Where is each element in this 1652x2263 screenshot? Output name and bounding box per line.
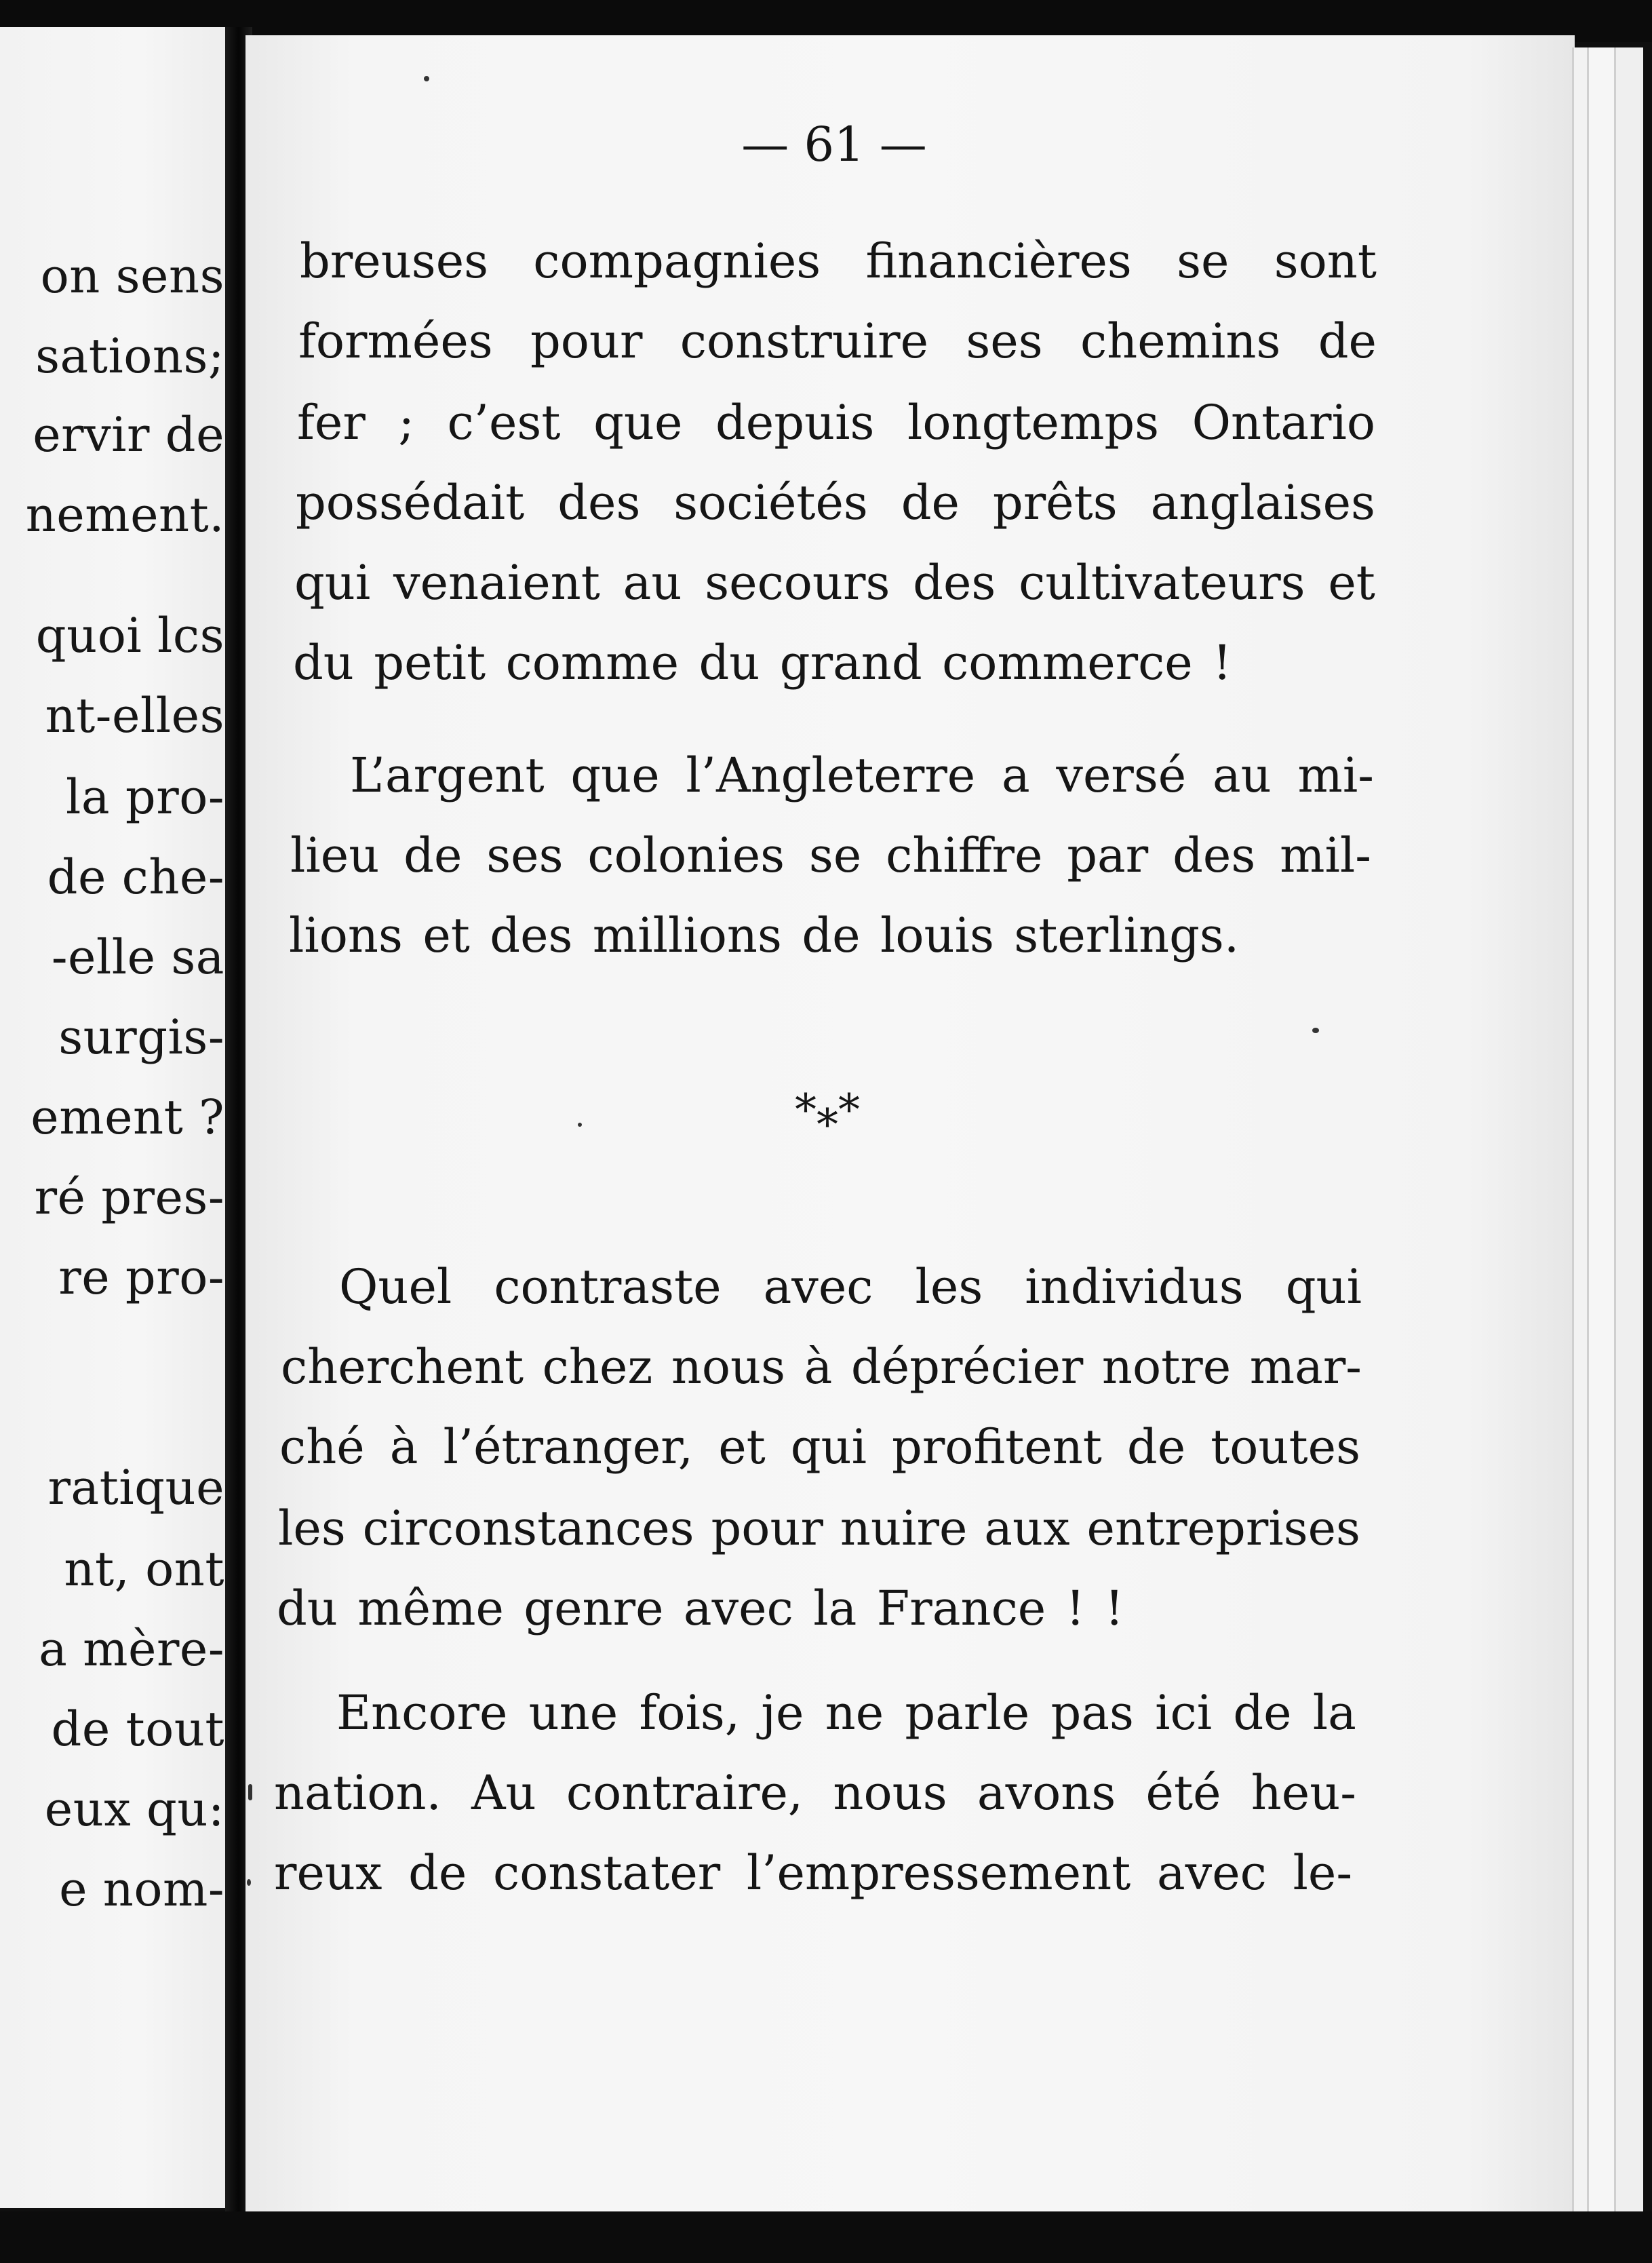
word: la xyxy=(1312,1685,1356,1741)
word: les xyxy=(915,1259,983,1315)
word: se xyxy=(808,828,862,883)
word: France xyxy=(876,1581,1046,1636)
word: été xyxy=(1145,1765,1221,1821)
word: l’empressement xyxy=(746,1845,1131,1901)
word: l’étranger, xyxy=(443,1419,694,1475)
word: comme xyxy=(505,635,680,691)
word: et xyxy=(1328,555,1375,611)
word: du xyxy=(699,635,760,691)
word: a xyxy=(1001,748,1030,803)
word: que xyxy=(593,395,683,450)
word: individus xyxy=(1025,1259,1244,1315)
word: heu- xyxy=(1251,1765,1356,1821)
word: L’argent xyxy=(350,748,545,803)
word: qui xyxy=(790,1419,867,1475)
word: ché xyxy=(279,1419,365,1475)
text-line xyxy=(296,475,1375,530)
text-line xyxy=(300,233,1377,289)
text-line xyxy=(297,395,1375,450)
word: de xyxy=(408,1845,467,1901)
word: cherchent xyxy=(281,1339,524,1395)
text-line xyxy=(290,828,1371,883)
word: les xyxy=(278,1501,346,1556)
word: avec xyxy=(763,1259,873,1315)
left-fragment-line: -elle sa xyxy=(51,929,224,985)
left-fragment-line: re pro- xyxy=(58,1250,224,1305)
word: du xyxy=(293,635,354,691)
left-fragment-line: sations; xyxy=(35,328,224,384)
word: fois, xyxy=(639,1685,741,1741)
word: entreprises xyxy=(1086,1501,1360,1556)
word: à xyxy=(389,1419,418,1475)
word: pour xyxy=(711,1501,823,1556)
section-break-asterism xyxy=(766,1085,888,1150)
scan-speck xyxy=(1312,1028,1319,1033)
left-fragment-line: on sens xyxy=(40,248,224,304)
left-fragment-line: de tout xyxy=(51,1701,224,1757)
left-fragment-line: de che- xyxy=(47,849,224,905)
scan-speck xyxy=(247,1879,251,1886)
word: de xyxy=(404,828,463,883)
facing-page-fragment xyxy=(0,27,234,2208)
word: versé xyxy=(1056,748,1187,803)
page-number: — 61 — xyxy=(741,117,927,172)
word: le- xyxy=(1293,1845,1352,1901)
word: de xyxy=(901,475,960,530)
text-line xyxy=(289,908,1240,963)
word: possédait xyxy=(296,475,525,530)
word: constater xyxy=(492,1845,721,1901)
word: ! xyxy=(1105,1581,1124,1636)
word: sterlings. xyxy=(1014,908,1240,963)
word: nous xyxy=(833,1765,947,1821)
word: que xyxy=(570,748,660,803)
word: profitent xyxy=(892,1419,1102,1475)
scan-speck xyxy=(248,1784,252,1800)
word: sociétés xyxy=(673,475,868,530)
word: formées xyxy=(298,313,493,369)
word: à xyxy=(804,1339,833,1395)
word: nous xyxy=(671,1339,786,1395)
left-fragment-line: ervir de xyxy=(33,407,224,463)
word: ici xyxy=(1155,1685,1213,1741)
word: avec xyxy=(683,1581,793,1636)
word: mil- xyxy=(1280,828,1371,883)
word: l’Angleterre xyxy=(686,748,976,803)
word: déprécier xyxy=(850,1339,1084,1395)
word: de xyxy=(1318,313,1377,369)
word: cultivateurs xyxy=(1019,555,1305,611)
word: parle xyxy=(905,1685,1030,1741)
word: même xyxy=(357,1581,504,1636)
scan-speck xyxy=(424,76,429,81)
word: une xyxy=(528,1685,618,1741)
word: mar- xyxy=(1249,1339,1362,1395)
word: Quel xyxy=(339,1259,452,1315)
page-edge xyxy=(1614,47,1643,2211)
word: genre xyxy=(524,1581,664,1636)
left-fragment-line: surgis- xyxy=(58,1009,224,1065)
left-fragment-line: ratique xyxy=(47,1460,224,1515)
word: au xyxy=(1212,748,1272,803)
word: je xyxy=(761,1685,804,1741)
left-fragment-line: ement ? xyxy=(31,1089,224,1145)
word: avec xyxy=(1156,1845,1267,1901)
word: sont xyxy=(1274,233,1377,289)
word: reux xyxy=(274,1845,382,1901)
word: aux xyxy=(984,1501,1070,1556)
left-fragment-line: nement. xyxy=(25,487,224,543)
word: ses xyxy=(486,828,564,883)
word: petit xyxy=(374,635,486,691)
word: secours xyxy=(705,555,890,611)
text-line xyxy=(350,748,1374,803)
text-line xyxy=(298,313,1377,369)
word: financières xyxy=(865,233,1132,289)
word: Au xyxy=(471,1765,536,1821)
word: venaient xyxy=(393,555,600,611)
word: anglaises xyxy=(1150,475,1375,530)
text-line xyxy=(293,635,1242,691)
text-line xyxy=(281,1339,1362,1395)
word: ses xyxy=(966,313,1043,369)
word: circonstances xyxy=(362,1501,694,1556)
word: du xyxy=(277,1581,338,1636)
asterism-star: * xyxy=(817,1100,838,1150)
word: qui xyxy=(294,555,371,611)
word: de xyxy=(1233,1685,1292,1741)
word: compagnies xyxy=(533,233,821,289)
word: ! xyxy=(1213,635,1232,691)
word: colonies xyxy=(587,828,785,883)
text-line xyxy=(279,1419,1360,1475)
text-line xyxy=(277,1581,1226,1636)
word: louis xyxy=(880,908,994,963)
word: ! xyxy=(1065,1581,1085,1636)
word: lieu xyxy=(290,828,380,883)
scan-speck xyxy=(578,1123,582,1127)
text-line xyxy=(274,1845,1352,1901)
text-line xyxy=(294,555,1375,611)
word: c’est xyxy=(447,395,561,450)
word: millions xyxy=(592,908,782,963)
word: toutes xyxy=(1211,1419,1360,1475)
word: chez xyxy=(542,1339,653,1395)
word: chiffre xyxy=(886,828,1043,883)
word: et xyxy=(422,908,470,963)
word: grand xyxy=(779,635,922,691)
word: depuis xyxy=(715,395,875,450)
word: des xyxy=(1173,828,1256,883)
text-line xyxy=(339,1259,1362,1315)
word: nuire xyxy=(840,1501,968,1556)
word: la xyxy=(813,1581,857,1636)
word: qui xyxy=(1285,1259,1362,1315)
word: contraste xyxy=(494,1259,722,1315)
word: des xyxy=(557,475,641,530)
word: par xyxy=(1067,828,1149,883)
word: nation. xyxy=(274,1765,441,1821)
text-line xyxy=(274,1765,1356,1821)
left-fragment-line: nt, ont xyxy=(64,1541,224,1597)
word: chemins xyxy=(1080,313,1281,369)
word: pas xyxy=(1050,1685,1134,1741)
word: de xyxy=(1126,1419,1186,1475)
word: contraire, xyxy=(566,1765,804,1821)
word: Encore xyxy=(336,1685,508,1741)
left-fragment-line: nt-elles xyxy=(45,688,224,743)
word: et xyxy=(718,1419,766,1475)
text-line xyxy=(278,1501,1360,1556)
word: lions xyxy=(289,908,403,963)
word: ; xyxy=(398,395,414,450)
left-fragment-line: ré pres- xyxy=(34,1169,224,1225)
word: mi- xyxy=(1297,748,1374,803)
word: se xyxy=(1177,233,1230,289)
word: au xyxy=(623,555,682,611)
left-fragment-line: a mère- xyxy=(39,1621,224,1677)
word: pour xyxy=(530,313,643,369)
word: longtemps xyxy=(907,395,1160,450)
word: prêts xyxy=(992,475,1118,530)
word: avons xyxy=(977,1765,1116,1821)
word: construire xyxy=(680,313,929,369)
word: de xyxy=(802,908,861,963)
text-line xyxy=(336,1685,1356,1741)
asterism-star: * xyxy=(838,1085,860,1136)
left-fragment-line: la pro- xyxy=(66,769,224,825)
word: Ontario xyxy=(1192,395,1375,450)
word: des xyxy=(913,555,996,611)
word: ne xyxy=(825,1685,884,1741)
word: fer xyxy=(297,395,366,450)
word: des xyxy=(490,908,573,963)
left-fragment-line: eux qu: xyxy=(44,1781,224,1837)
scan-bottom-border xyxy=(0,2211,1652,2263)
asterism-star: * xyxy=(795,1085,817,1136)
page-edge xyxy=(1587,47,1616,2211)
left-fragment-line: quoi lcs xyxy=(35,608,224,663)
left-fragment-line: e nom- xyxy=(59,1861,224,1917)
word: notre xyxy=(1101,1339,1232,1395)
word: commerce xyxy=(942,635,1193,691)
word: breuses xyxy=(300,233,489,289)
